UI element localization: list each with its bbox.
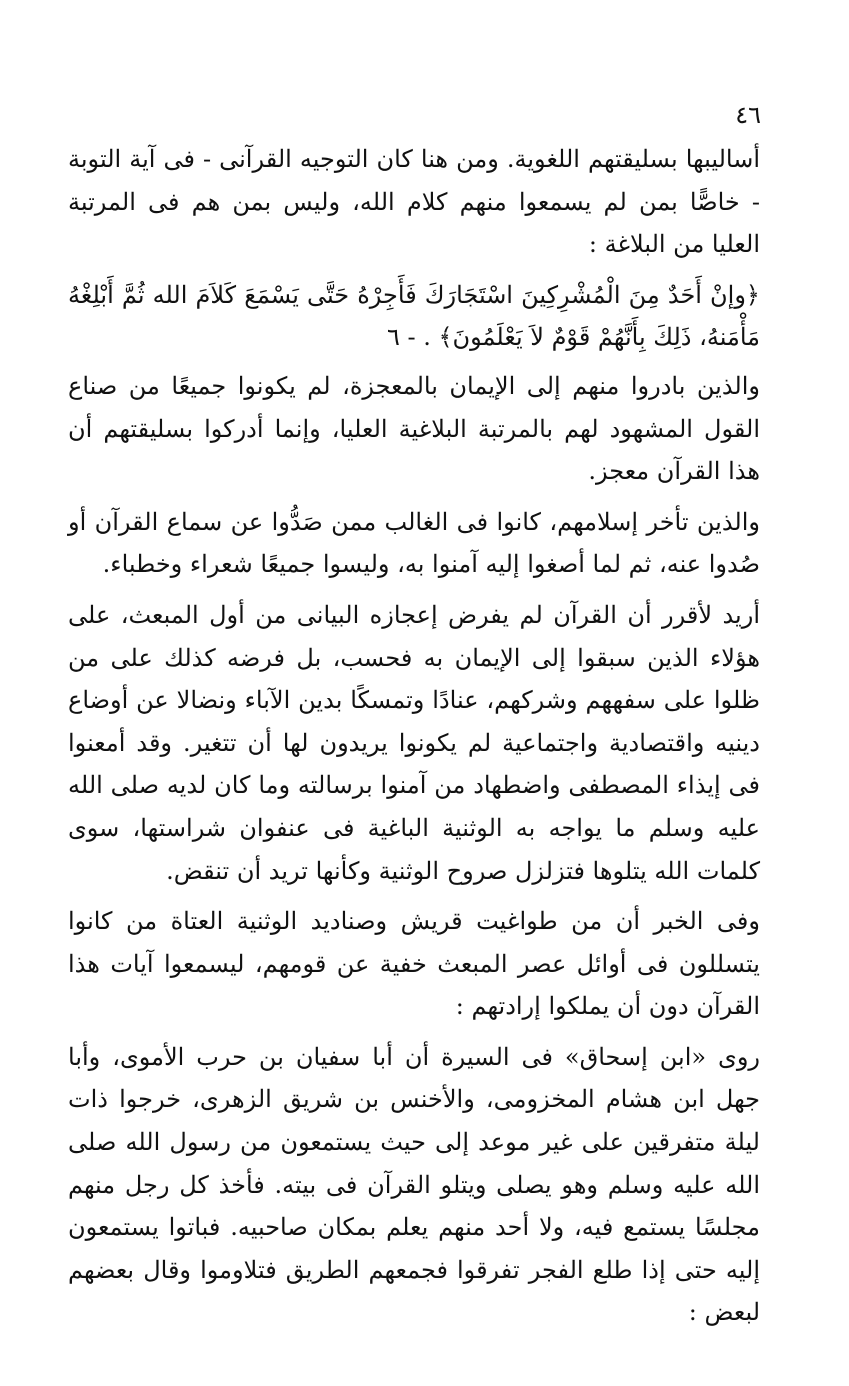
page-number: ٤٦ (735, 101, 761, 129)
quran-verse: ﴿وإنْ أَحَدٌ مِنَ الْمُشْرِكِينَ اسْتَجَارَكَ فَأَجِرْهُ حَتَّى يَسْمَعَ كَلاَمَ الله ثُمَّ أَبْلِغْهُ مَأْمَنهُ، ذَلِكَ بِأَنَّهُمْ قَوْمٌ لاَ يَعْلَمُونَ﴾ . - ٦ (68, 280, 760, 352)
paragraph-3: والذين تأخر إسلامهم، كانوا فى الغالب ممن صَدُّوا عن سماع القرآن أو صُدوا عنه، ثم لما أصغوا إليه آمنوا به، وليسوا جميعًا شعراء وخطباء. (68, 507, 760, 579)
paragraph-5: وفى الخبر أن من طواغيت قريش وصناديد الوثنية العتاة من كانوا يتسللون فى أوائل عصر المبعث خفية عن قومهم، ليسمعوا آيات هذا القرآن دون أن يملكوا إرادتهم : (68, 907, 760, 1021)
body-text (68, 138, 760, 1342)
paragraph-1: أساليبها بسليقتهم اللغوية. ومن هنا كان التوجيه القرآنى - فى آية التوبة - خاصًّا بمن لم يسمعوا منهم كلام الله، وليس بمن هم فى المرتبة العليا من البلاغة : (68, 145, 760, 259)
paragraph-6: روى «ابن إسحاق» فى السيرة أن أبا سفيان بن حرب الأموى، وأبا جهل ابن هشام المخزومى، والأخنس بن شريق الزهرى، خرجوا ذات ليلة متفرقين على غير موعد إلى حيث يستمعون من رسول الله صلى الله عليه وسلم وهو يصلى ويتلو القرآن فى بيته. فأخذ كل رجل منهم مجلسًا يستمع فيه، ولا أحد منهم يعلم بمكان صاحبيه. فباتوا يستمعون إليه حتى إذا طلع الفجر تفرقوا فجمعهم الطريق فتلاوموا وقال بعضهم لبعض : (68, 1042, 760, 1327)
paragraph-4: أريد لأقرر أن القرآن لم يفرض إعجازه البيانى من أول المبعث، على هؤلاء الذين سبقوا إلى الإيمان به فحسب، بل فرضه كذلك على من ظلوا على سفههم وشركهم، عنادًا وتمسكًا بدين الآباء ونضالا عن أوضاع دينيه واقتصادية واجتماعية لم يكونوا يريدون لها أن تتغير. وقد أمعنوا فى إيذاء المصطفى واضطهاد من آمنوا برسالته وما كان لديه صلى الله عليه وسلم ما يواجه به الوثنية الباغية فى عنفوان شراستها، سوى كلمات الله يتلوها فتزلزل صروح الوثنية وكأنها تريد أن تنقض. (68, 600, 760, 885)
paragraph-2: والذين بادروا منهم إلى الإيمان بالمعجزة، لم يكونوا جميعًا من صناع القول المشهود لهم بالمرتبة البلاغية العليا، وإنما أدركوا بسليقتهم أن هذا القرآن معجز. (68, 371, 760, 486)
